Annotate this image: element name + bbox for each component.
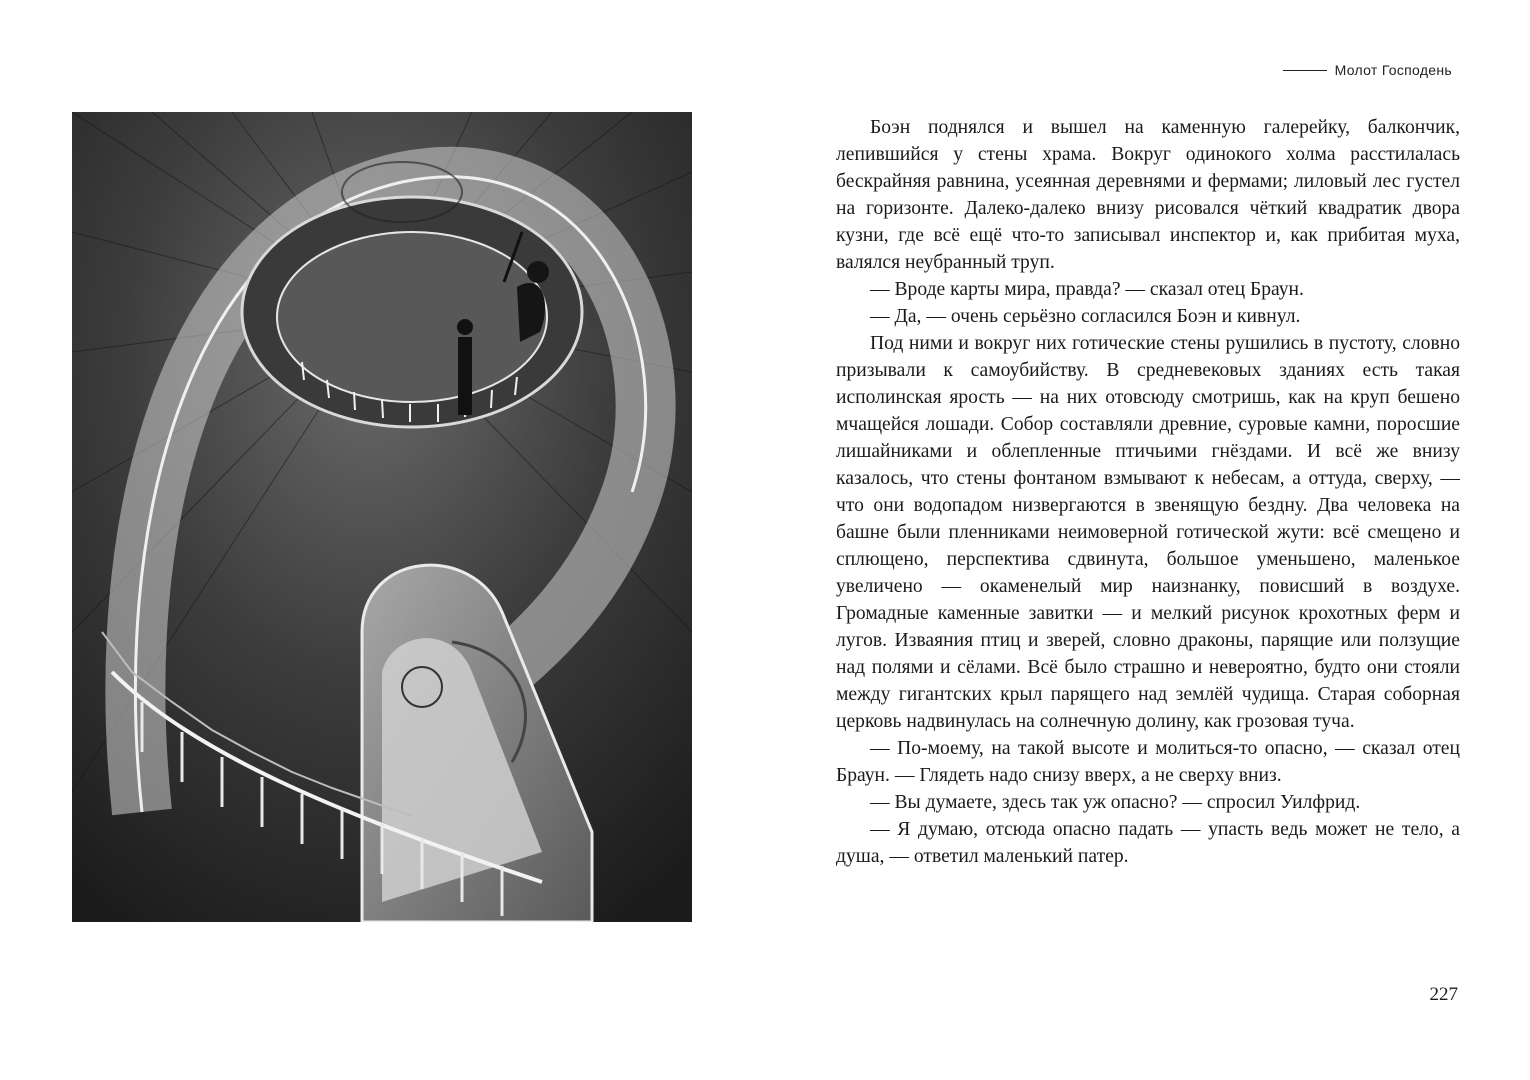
- paragraph-7: — Я думаю, отсюда опасно падать — упасть ведь может не тело, а душа, — ответил маленький патер.: [836, 819, 1460, 867]
- illustration-drawing: [72, 112, 692, 922]
- main-text: [836, 114, 1460, 870]
- paragraph-2: — Вроде карты мира, правда? — сказал отец Браун.: [870, 279, 1304, 300]
- paragraph-4: Под ними и вокруг них готические стены рушились в пустоту, словно призывали к самоубийству. В средневековых зданиях есть такая исполинская ярость — на них отовсюду смотришь, как на круп бешено мчащейся лошади. Собор составляли древние, суровые камни, поросшие лишайниками и облепленные птичьими гнёздами. И всё же внизу казалось, что стены фонтаном взмывают к небесам, а оттуда, сверху, — что они водопадом низвергаются в звенящую бездну. Два человека на башне были пленниками неимоверной готической жути: всё смещено и сплющено, перспектива сдвинута, большое уменьшено, маленькое увеличено — окаменелый мир наизнанку, повисший в воздухе. Громадные каменные завитки — и мелкий рисунок крохотных ферм и лугов. Изваяния птиц и зверей, словно драконы, парящие или ползущие над полями и сёлами. Всё было страшно и невероятно, будто они стояли между гигантских крыл парящего над землёй чудища. Старая соборная церковь надвинулась на солнечную долину, как грозовая туча.: [836, 333, 1460, 732]
- paragraph-5: — По-моему, на такой высоте и молиться-то опасно, — сказал отец Браун. — Глядеть надо снизу вверх, а не сверху вниз.: [836, 738, 1460, 786]
- spiral-staircase-illustration: [72, 112, 692, 922]
- paragraph-6: — Вы думаете, здесь так уж опасно? — спросил Уилфрид.: [870, 792, 1361, 813]
- page-number: 227: [1429, 984, 1458, 1005]
- running-header: [1283, 62, 1452, 78]
- paragraph-3: — Да, — очень серьёзно согласился Боэн и кивнул.: [870, 306, 1301, 327]
- header-rule: [1283, 70, 1327, 71]
- paragraph-1: Боэн поднялся и вышел на каменную галерейку, балкончик, лепившийся у стены храма. Вокруг одинокого холма расстилалась бескрайняя равнина, усеянная деревнями и фермами; лиловый лес густел на горизонте. Далеко-далеко внизу рисовался чёткий квадратик двора кузни, где всё ещё что-то записывал инспектор и, как прибитая муха, валялся неубранный труп.: [836, 117, 1460, 273]
- running-title: Молот Господень: [1334, 62, 1452, 78]
